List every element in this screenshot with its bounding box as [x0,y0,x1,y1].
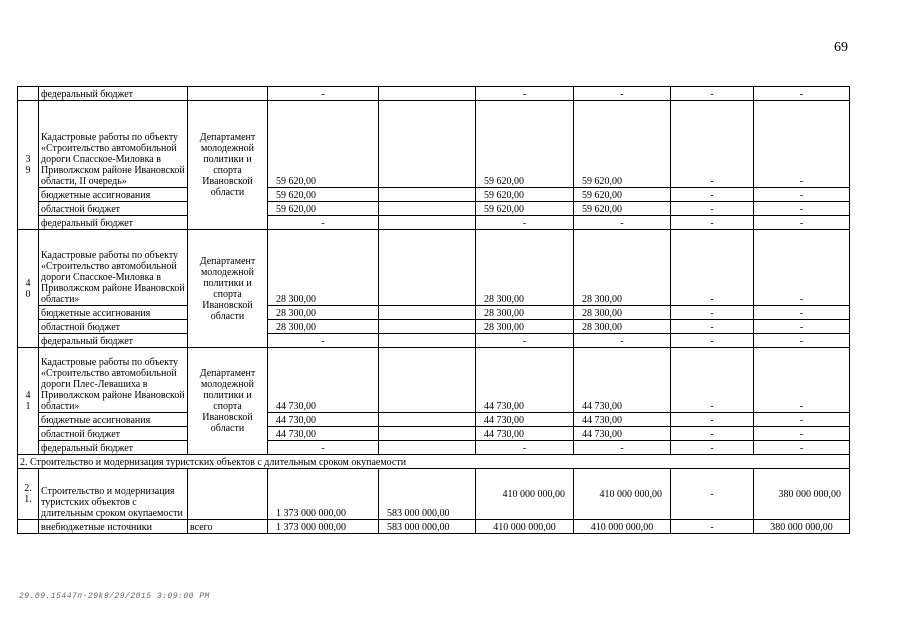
row-number: 4 0 [18,230,39,348]
table-row: областной бюджет 59 620,00 59 620,00 59 620,00 - - [18,202,850,216]
budget-table [17,86,850,534]
table-row: федеральный бюджет - - - - - [18,87,850,101]
section-title: 2. Строительство и модернизация туристских объектов с длительным сроком окупаемости [18,455,850,469]
row-title: Кадастровые работы по объекту «Строительство автомобильной дороги Плес-Левашиха в Приволжском районе Ивановской области» [39,348,188,413]
table-row: бюджетные ассигнования 59 620,00 59 620,00 59 620,00 - - [18,188,850,202]
department-cell: Департамент молодежной политики и спорта Ивановской области [188,348,268,455]
row-number: 4 1 [18,348,39,455]
table-row: 4 0 Кадастровые работы по объекту «Строительство автомобильной дороги Спасское-Миловка в Приволжском районе Ивановской области» Департамент молодежной политики и спорта Ивановской области 28 300,00 28 300,00 28 300,00 - - [18,230,850,306]
row-title: Кадастровые работы по объекту «Строительство автомобильной дороги Спасское-Миловка в Приволжском районе Ивановской области» [39,230,188,306]
table-row: областной бюджет 44 730,00 44 730,00 44 730,00 - - [18,427,850,441]
section-header-row [18,455,850,469]
table-row: 2. 1. Строительство и модернизация туристских объектов с длительным сроком окупаемости 1 373 000 000,00 583 000 000,00 410 000 000,00 410 000 000,00 - 380 000 000,00 [18,469,850,520]
table-row: внебюджетные источники всего 1 373 000 000,00 583 000 000,00 410 000 000,00 410 000 000,00 - 380 000 000,00 [18,520,850,534]
row-number: 3 9 [18,101,39,230]
department-cell: Департамент молодежной политики и спорта Ивановской области [188,101,268,230]
department-cell: Департамент молодежной политики и спорта Ивановской области [188,230,268,348]
table-row: федеральный бюджет - - - - - [18,441,850,455]
table-row: бюджетные ассигнования 44 730,00 44 730,00 44 730,00 - - [18,413,850,427]
table-row: бюджетные ассигнования 28 300,00 28 300,00 28 300,00 - - [18,306,850,320]
row-number: 2. 1. [18,469,39,520]
table-row: областной бюджет 28 300,00 28 300,00 28 300,00 - - [18,320,850,334]
row-title: Строительство и модернизация туристских объектов с длительным сроком окупаемости [39,469,188,520]
table-row: 3 9 Кадастровые работы по объекту «Строительство автомобильной дороги Спасское-Милoвка в Приволжском районе Ивановской области, II очередь» Департамент молодежной политики и спорта Ивановской области 59 620,00 59 620,00 59 620,00 - - [18,101,850,188]
row-title: Кадастровые работы по объекту «Строительство автомобильной дороги Спасское-Милoвка в Приволжском районе Ивановской области, II очередь» [39,101,188,188]
document-footer: 29.09.15447п-29k9/29/2015 3:09:00 PM [19,592,210,601]
table-row: федеральный бюджет - - - - - [18,216,850,230]
table-row: 4 1 Кадастровые работы по объекту «Строительство автомобильной дороги Плес-Левашиха в Приволжском районе Ивановской области» Департамент молодежной политики и спорта Ивановской области 44 730,00 44 730,00 44 730,00 - - [18,348,850,413]
page-number: 69 [834,40,848,55]
table-row: федеральный бюджет - - - - - [18,334,850,348]
row-label: федеральный бюджет [39,87,188,101]
